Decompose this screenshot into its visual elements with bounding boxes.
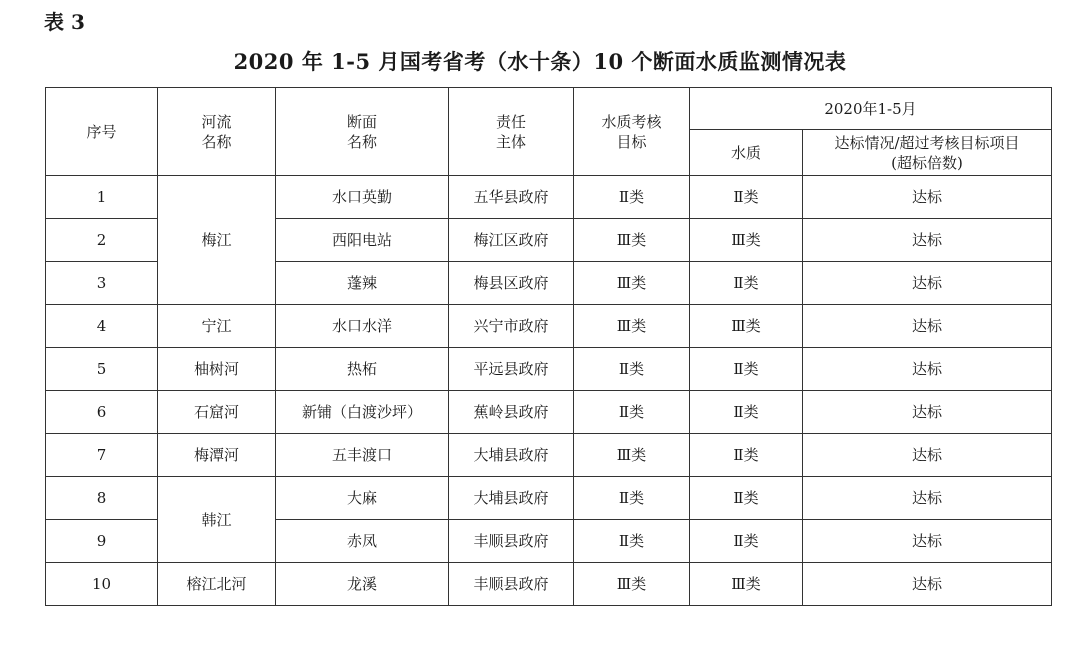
table-row [46, 305, 1052, 348]
section-name: 五丰渡口 [276, 434, 449, 477]
row-index: 10 [46, 563, 158, 606]
compliance-status: 达标 [803, 348, 1052, 391]
river-name: 韩江 [158, 477, 276, 563]
section-name: 新铺（白渡沙坪） [276, 391, 449, 434]
river-name: 梅江 [158, 176, 276, 305]
header-owner [449, 88, 574, 176]
header-target-line2: 目标 [616, 132, 647, 151]
target-class: Ⅱ类 [574, 348, 690, 391]
header-river [158, 88, 276, 176]
compliance-status: 达标 [803, 563, 1052, 606]
target-class: Ⅲ类 [574, 434, 690, 477]
target-class: Ⅱ类 [574, 477, 690, 520]
header-period: 2020年1-5月 [690, 88, 1052, 130]
row-index: 3 [46, 262, 158, 305]
header-status-line2: (超标倍数) [891, 153, 963, 172]
compliance-status: 达标 [803, 391, 1052, 434]
responsible-body: 大埔县政府 [449, 434, 574, 477]
header-quality: 水质 [690, 130, 803, 176]
quality-class: Ⅱ类 [690, 176, 803, 219]
header-river-line2: 名称 [201, 132, 232, 151]
quality-class: Ⅲ类 [690, 563, 803, 606]
table-row [46, 563, 1052, 606]
compliance-status: 达标 [803, 176, 1052, 219]
row-index: 9 [46, 520, 158, 563]
target-class: Ⅱ类 [574, 176, 690, 219]
quality-class: Ⅱ类 [690, 477, 803, 520]
target-class: Ⅲ类 [574, 219, 690, 262]
quality-class: Ⅱ类 [690, 391, 803, 434]
compliance-status: 达标 [803, 219, 1052, 262]
header-status-line1: 达标情况/超过考核目标项目 [834, 133, 1020, 152]
target-class: Ⅱ类 [574, 391, 690, 434]
row-index: 8 [46, 477, 158, 520]
section-name: 蓬辣 [276, 262, 449, 305]
header-row [46, 88, 1052, 130]
header-status [803, 130, 1052, 176]
header-target [574, 88, 690, 176]
compliance-status: 达标 [803, 477, 1052, 520]
quality-class: Ⅱ类 [690, 434, 803, 477]
table-row [46, 176, 1052, 219]
table-row [46, 348, 1052, 391]
section-name: 水口水洋 [276, 305, 449, 348]
table-row [46, 434, 1052, 477]
document-label: 表 3 [44, 10, 85, 34]
responsible-body: 五华县政府 [449, 176, 574, 219]
header-section-line2: 名称 [346, 132, 377, 151]
row-index: 6 [46, 391, 158, 434]
compliance-status: 达标 [803, 434, 1052, 477]
document-title: 2020 年 1-5 月国考省考（水十条）10 个断面水质监测情况表 [233, 49, 847, 74]
compliance-status: 达标 [803, 262, 1052, 305]
river-name: 柚树河 [158, 348, 276, 391]
river-name: 宁江 [158, 305, 276, 348]
header-section [276, 88, 449, 176]
target-class: Ⅲ类 [574, 305, 690, 348]
responsible-body: 梅江区政府 [449, 219, 574, 262]
target-class: Ⅱ类 [574, 520, 690, 563]
section-name: 龙溪 [276, 563, 449, 606]
section-name: 赤凤 [276, 520, 449, 563]
target-class: Ⅲ类 [574, 563, 690, 606]
section-name: 西阳电站 [276, 219, 449, 262]
quality-class: Ⅲ类 [690, 219, 803, 262]
section-name: 热柘 [276, 348, 449, 391]
row-index: 1 [46, 176, 158, 219]
table-row [46, 391, 1052, 434]
river-name: 石窟河 [158, 391, 276, 434]
table-row [46, 477, 1052, 520]
river-name: 榕江北河 [158, 563, 276, 606]
header-owner-line2: 主体 [495, 132, 526, 151]
section-name: 水口英勤 [276, 176, 449, 219]
header-index: 序号 [46, 88, 158, 176]
river-name: 梅潭河 [158, 434, 276, 477]
quality-class: Ⅱ类 [690, 520, 803, 563]
quality-class: Ⅱ类 [690, 262, 803, 305]
header-section-line1: 断面 [346, 112, 377, 131]
row-index: 5 [46, 348, 158, 391]
header-owner-line1: 责任 [495, 112, 526, 131]
responsible-body: 丰顺县政府 [449, 563, 574, 606]
responsible-body: 大埔县政府 [449, 477, 574, 520]
responsible-body: 蕉岭县政府 [449, 391, 574, 434]
responsible-body: 梅县区政府 [449, 262, 574, 305]
header-target-line1: 水质考核 [601, 112, 662, 131]
header-river-line1: 河流 [201, 112, 232, 131]
compliance-status: 达标 [803, 520, 1052, 563]
row-index: 7 [46, 434, 158, 477]
responsible-body: 兴宁市政府 [449, 305, 574, 348]
water-quality-table [45, 87, 1052, 606]
responsible-body: 丰顺县政府 [449, 520, 574, 563]
responsible-body: 平远县政府 [449, 348, 574, 391]
quality-class: Ⅲ类 [690, 305, 803, 348]
row-index: 4 [46, 305, 158, 348]
section-name: 大麻 [276, 477, 449, 520]
row-index: 2 [46, 219, 158, 262]
target-class: Ⅲ类 [574, 262, 690, 305]
compliance-status: 达标 [803, 305, 1052, 348]
quality-class: Ⅱ类 [690, 348, 803, 391]
